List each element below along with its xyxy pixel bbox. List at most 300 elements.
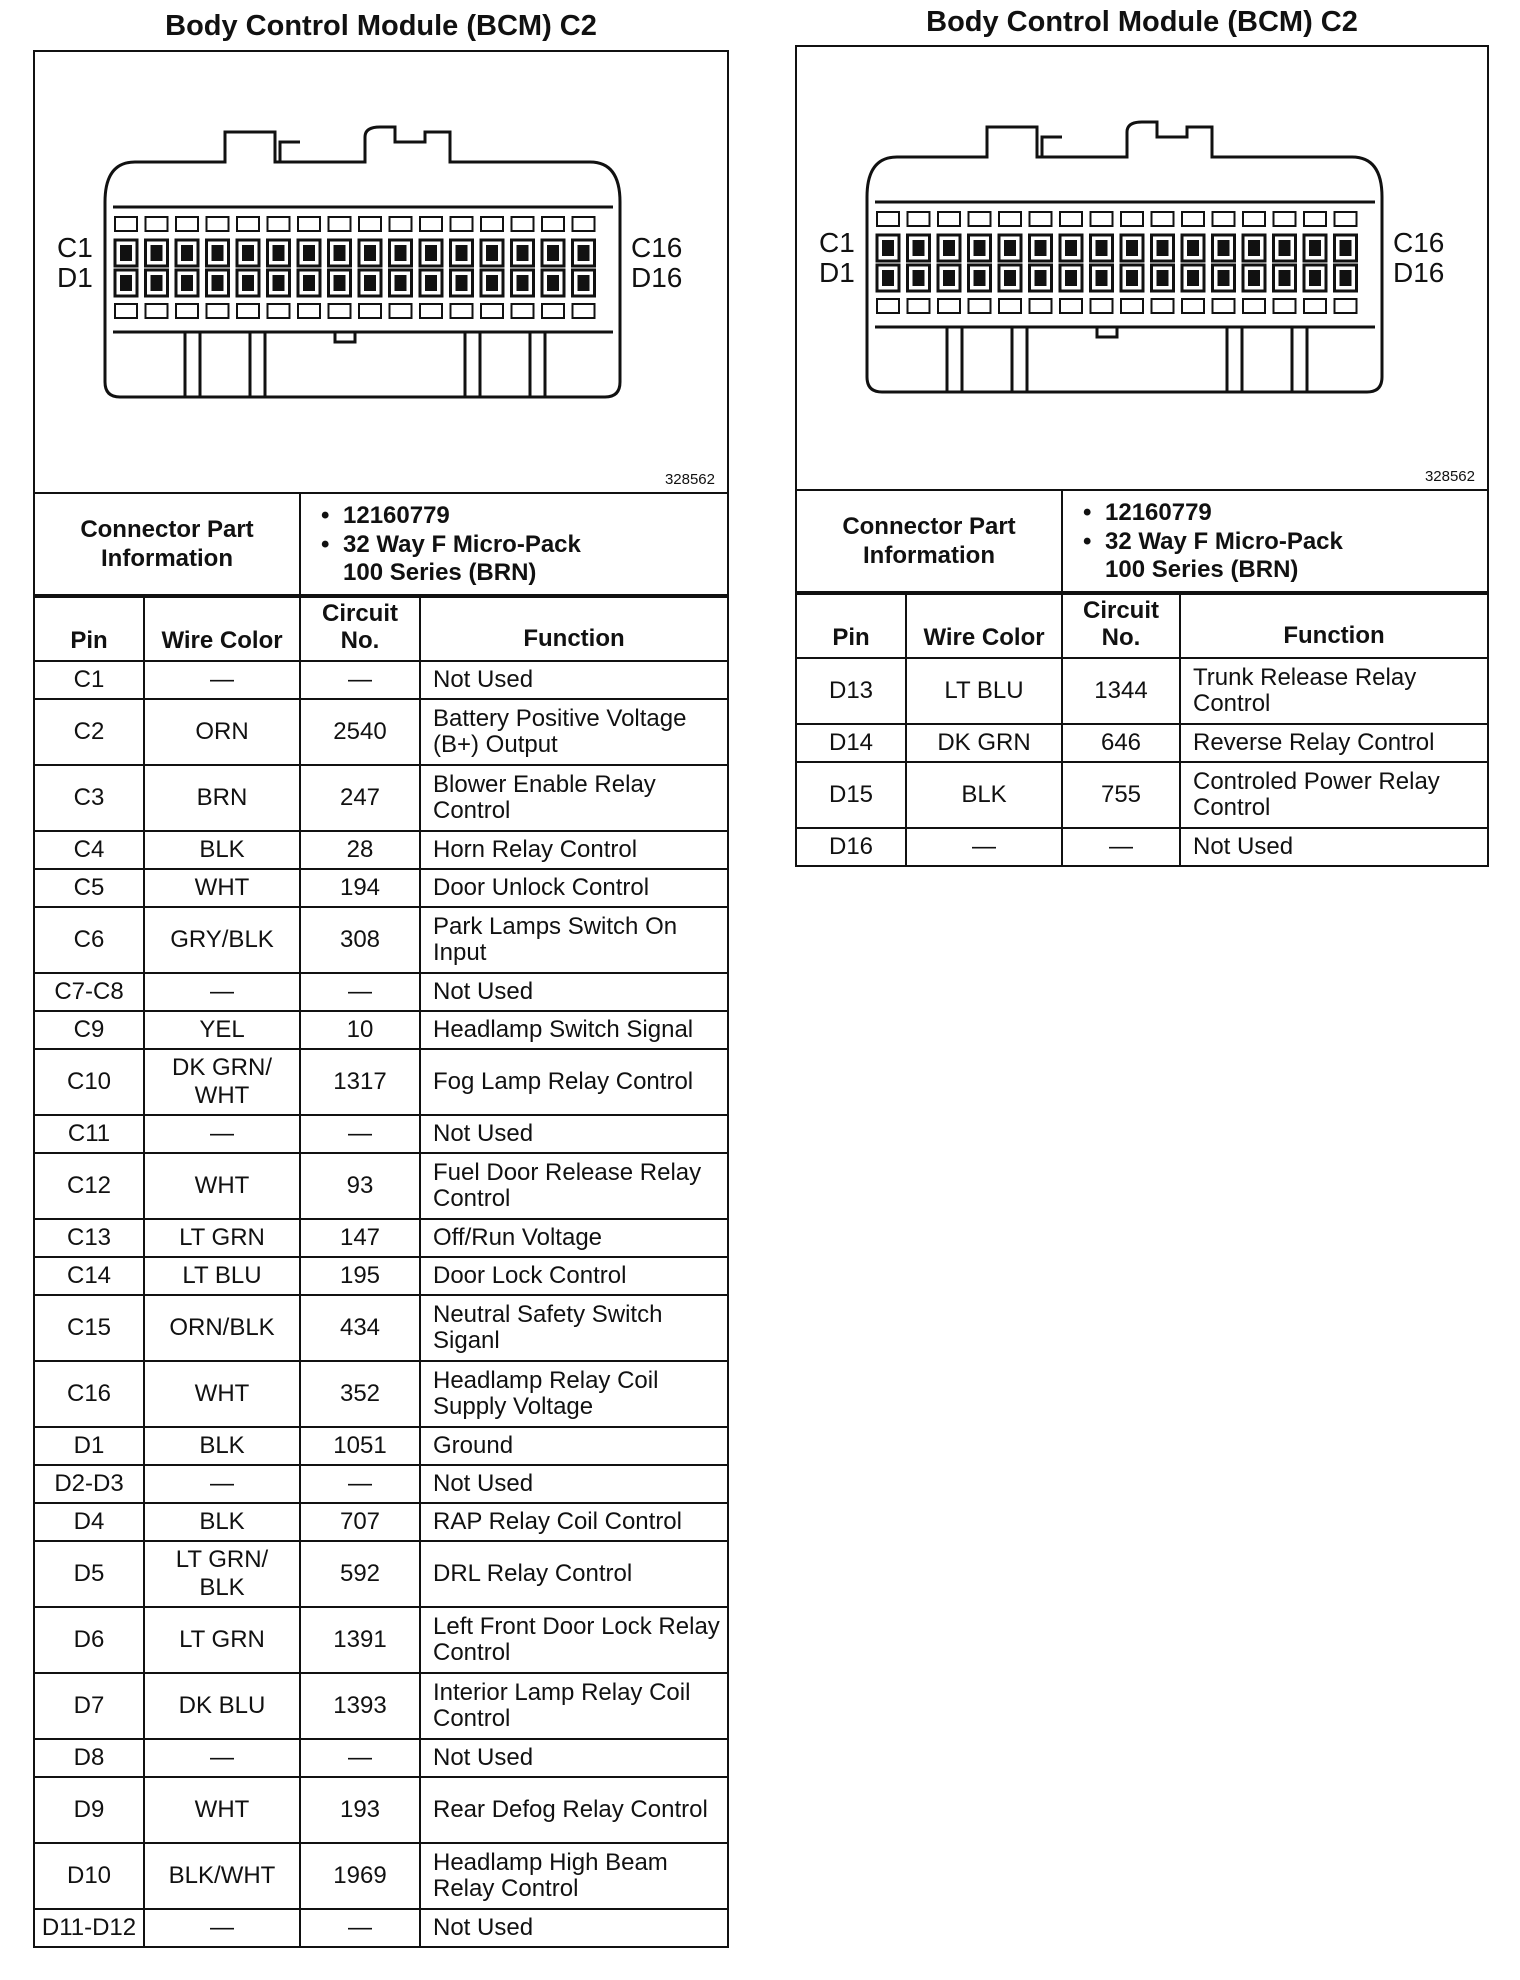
pin-latch: [359, 304, 381, 318]
pin-terminal: [882, 240, 894, 256]
pin-latch: [1182, 212, 1204, 226]
function-cell: Not Used: [420, 1465, 728, 1503]
wire-color-cell: DK GRN: [906, 724, 1062, 762]
pin-row: [34, 1011, 728, 1049]
wire-color-cell: BLK/WHT: [144, 1843, 300, 1909]
circuit-cell: 1344: [1062, 658, 1180, 724]
pin-cell: D1: [34, 1427, 144, 1465]
pin-row: [796, 762, 1488, 828]
pin-row: [34, 1465, 728, 1503]
panel-title: Body Control Module (BCM) C2: [926, 6, 1358, 38]
function-cell: Ground: [420, 1427, 728, 1465]
pin-latch: [1060, 299, 1082, 313]
pin-latch: [207, 304, 229, 318]
right-panel: [795, 0, 1489, 880]
wire-color-cell: LT BLU: [906, 658, 1062, 724]
wire-color-cell: GRY/BLK: [144, 907, 300, 973]
circuit-cell: 1051: [300, 1427, 420, 1465]
pin-latch: [420, 217, 442, 231]
pin-terminal: [364, 275, 376, 291]
pin-row: [796, 724, 1488, 762]
pin-row: [34, 1427, 728, 1465]
wire-color-cell: BLK: [906, 762, 1062, 828]
pin-latch: [1091, 299, 1113, 313]
pin-latch: [1060, 212, 1082, 226]
pin-latch: [359, 217, 381, 231]
function-cell: Headlamp Relay Coil Supply Voltage: [420, 1361, 728, 1427]
function-cell: Left Front Door Lock Relay Control: [420, 1607, 728, 1673]
pin-latch: [1182, 299, 1204, 313]
pin-latch: [237, 304, 259, 318]
pin-terminal: [303, 275, 315, 291]
pin-row: [34, 1777, 728, 1843]
connector-info-list: • 12160779 • 32 Way F Micro-Pack 100 Series (BRN): [1062, 490, 1488, 594]
header-circuit: Circuit No.: [1062, 592, 1180, 658]
circuit-cell: —: [300, 661, 420, 699]
label-bottom-left: D1: [57, 262, 93, 293]
pin-row: [34, 1361, 728, 1427]
left-panel: [33, 0, 729, 1980]
pin-terminal: [1126, 240, 1138, 256]
connector-info-label: Connector Part Information: [34, 493, 300, 597]
header-function: Function: [1180, 592, 1488, 658]
circuit-cell: 755: [1062, 762, 1180, 828]
panel-title: Body Control Module (BCM) C2: [165, 10, 597, 42]
pin-row: [34, 869, 728, 907]
pin-cell: D8: [34, 1739, 144, 1777]
pin-latch: [512, 217, 534, 231]
pin-terminal: [913, 270, 925, 286]
wire-color-cell: WHT: [144, 1361, 300, 1427]
wire-color-cell: BRN: [144, 765, 300, 831]
pin-latch: [1274, 212, 1296, 226]
pin-terminal: [517, 245, 529, 261]
pin-terminal: [364, 245, 376, 261]
pin-row: [34, 1295, 728, 1361]
pin-latch: [1335, 299, 1357, 313]
wire-color-cell: —: [906, 828, 1062, 866]
function-cell: Door Unlock Control: [420, 869, 728, 907]
pin-latch: [390, 304, 412, 318]
pin-terminal: [334, 245, 346, 261]
connector-diagram: [795, 45, 1489, 491]
pin-cell: C11: [34, 1115, 144, 1153]
pin-cell: C1: [34, 661, 144, 699]
circuit-cell: —: [300, 1739, 420, 1777]
pin-latch: [1304, 212, 1326, 226]
pin-row: [34, 1115, 728, 1153]
pin-terminal: [212, 245, 224, 261]
header-circuit: Circuit No.: [300, 595, 420, 661]
circuit-cell: 308: [300, 907, 420, 973]
pin-latch: [969, 299, 991, 313]
part-number: 12160779: [343, 501, 450, 529]
pin-cell: C7-C8: [34, 973, 144, 1011]
pin-terminal: [1096, 270, 1108, 286]
function-cell: Not Used: [1180, 828, 1488, 866]
pin-latch: [268, 304, 290, 318]
pin-terminal: [1340, 240, 1352, 256]
wire-color-cell: DK BLU: [144, 1673, 300, 1739]
pin-row: [34, 1607, 728, 1673]
header-pin: Pin: [796, 592, 906, 658]
header-wire-color: Wire Color: [906, 592, 1062, 658]
pin-row: [34, 1541, 728, 1607]
pin-row: [34, 1153, 728, 1219]
pin-terminal: [1065, 270, 1077, 286]
part-number: 12160779: [1105, 498, 1212, 526]
pin-row: [34, 661, 728, 699]
function-cell: Trunk Release Relay Control: [1180, 658, 1488, 724]
pin-terminal: [425, 275, 437, 291]
function-cell: Battery Positive Voltage (B+) Output: [420, 699, 728, 765]
pin-latch: [237, 217, 259, 231]
pin-latch: [298, 217, 320, 231]
circuit-cell: 147: [300, 1219, 420, 1257]
circuit-cell: —: [300, 1115, 420, 1153]
pin-terminal: [456, 275, 468, 291]
connector-type: 32 Way F Micro-Pack: [343, 530, 581, 558]
circuit-cell: 194: [300, 869, 420, 907]
pin-latch: [573, 304, 595, 318]
wire-color-cell: LT BLU: [144, 1257, 300, 1295]
pin-latch: [1243, 212, 1265, 226]
pin-latch: [1030, 299, 1052, 313]
wire-color-cell: —: [144, 1465, 300, 1503]
pin-cell: C9: [34, 1011, 144, 1049]
pin-latch: [451, 304, 473, 318]
wire-color-cell: YEL: [144, 1011, 300, 1049]
pin-terminal: [943, 240, 955, 256]
pin-terminal: [425, 245, 437, 261]
pin-terminal: [1187, 270, 1199, 286]
pin-latch: [542, 304, 564, 318]
wire-color-cell: LT GRN: [144, 1219, 300, 1257]
circuit-cell: —: [300, 1909, 420, 1947]
pin-terminal: [1248, 240, 1260, 256]
label-bottom-right: D16: [1393, 257, 1445, 288]
pin-latch: [1304, 299, 1326, 313]
pin-row: [796, 828, 1488, 866]
circuit-cell: 352: [300, 1361, 420, 1427]
pin-latch: [1121, 299, 1143, 313]
pin-cell: C10: [34, 1049, 144, 1115]
pin-terminal: [1004, 240, 1016, 256]
pin-cell: D9: [34, 1777, 144, 1843]
pin-row: [34, 699, 728, 765]
pin-latch: [573, 217, 595, 231]
pin-cell: D5: [34, 1541, 144, 1607]
pin-terminal: [1126, 270, 1138, 286]
connector-diagram: [33, 50, 729, 494]
pin-row: [34, 765, 728, 831]
pin-latch: [1274, 299, 1296, 313]
pin-latch: [877, 212, 899, 226]
pin-terminal: [242, 245, 254, 261]
pin-cell: D11-D12: [34, 1909, 144, 1947]
figure-number: 328562: [1424, 468, 1475, 485]
pin-latch: [176, 217, 198, 231]
pin-latch: [1213, 299, 1235, 313]
pin-latch: [268, 217, 290, 231]
pin-cell: C4: [34, 831, 144, 869]
pin-terminal: [181, 275, 193, 291]
wire-color-cell: WHT: [144, 1153, 300, 1219]
function-cell: Headlamp Switch Signal: [420, 1011, 728, 1049]
pin-cell: D4: [34, 1503, 144, 1541]
pin-row: [34, 1909, 728, 1947]
pin-terminal: [334, 275, 346, 291]
pin-terminal: [913, 240, 925, 256]
pin-cell: C2: [34, 699, 144, 765]
pin-terminal: [1096, 240, 1108, 256]
connector-series: 100 Series (BRN): [343, 559, 537, 587]
circuit-cell: 247: [300, 765, 420, 831]
pin-latch: [908, 212, 930, 226]
circuit-cell: 707: [300, 1503, 420, 1541]
label-top-left: C1: [819, 227, 855, 258]
pin-cell: D16: [796, 828, 906, 866]
pin-terminal: [151, 245, 163, 261]
pin-terminal: [1187, 240, 1199, 256]
pin-cell: C15: [34, 1295, 144, 1361]
pin-terminal: [212, 275, 224, 291]
pin-row: [34, 1673, 728, 1739]
pin-cell: C14: [34, 1257, 144, 1295]
connector-pins: [877, 212, 1357, 313]
pin-terminal: [242, 275, 254, 291]
pin-cell: D7: [34, 1673, 144, 1739]
wire-color-cell: —: [144, 661, 300, 699]
wire-color-cell: —: [144, 973, 300, 1011]
wire-color-cell: BLK: [144, 1427, 300, 1465]
circuit-cell: —: [300, 973, 420, 1011]
pin-terminal: [1279, 270, 1291, 286]
label-top-left: C1: [57, 232, 93, 263]
pin-terminal: [1157, 270, 1169, 286]
pin-latch: [512, 304, 534, 318]
wire-color-cell: —: [144, 1739, 300, 1777]
pin-row: [34, 1219, 728, 1257]
wire-color-cell: LT GRN: [144, 1607, 300, 1673]
pin-latch: [207, 217, 229, 231]
header-pin: Pin: [34, 595, 144, 661]
function-cell: Door Lock Control: [420, 1257, 728, 1295]
pin-latch: [329, 304, 351, 318]
pin-latch: [1121, 212, 1143, 226]
function-cell: Not Used: [420, 1739, 728, 1777]
wire-color-cell: ORN: [144, 699, 300, 765]
pin-table: [795, 591, 1489, 867]
pin-terminal: [1035, 270, 1047, 286]
circuit-cell: 1969: [300, 1843, 420, 1909]
pin-row: [796, 658, 1488, 724]
connector-info-label: Connector Part Information: [796, 490, 1062, 594]
connector-face-drawing: [797, 47, 1487, 489]
pin-cell: D15: [796, 762, 906, 828]
pin-latch: [1213, 212, 1235, 226]
circuit-cell: 1317: [300, 1049, 420, 1115]
wire-color-cell: DK GRN/ WHT: [144, 1049, 300, 1115]
wire-color-cell: LT GRN/ BLK: [144, 1541, 300, 1607]
pin-latch: [969, 212, 991, 226]
pin-latch: [999, 299, 1021, 313]
pin-latch: [329, 217, 351, 231]
pin-latch: [420, 304, 442, 318]
pin-row: [34, 1257, 728, 1295]
connector-type: 32 Way F Micro-Pack: [1105, 527, 1343, 555]
function-cell: Controled Power Relay Control: [1180, 762, 1488, 828]
circuit-cell: 28: [300, 831, 420, 869]
pin-row: [34, 907, 728, 973]
pin-terminal: [1309, 240, 1321, 256]
connector-info-list: • 12160779 • 32 Way F Micro-Pack 100 Series (BRN): [300, 493, 728, 597]
pin-terminal: [1340, 270, 1352, 286]
pin-terminal: [547, 245, 559, 261]
pin-cell: C12: [34, 1153, 144, 1219]
pin-terminal: [1218, 270, 1230, 286]
pin-terminal: [882, 270, 894, 286]
function-cell: Headlamp High Beam Relay Control: [420, 1843, 728, 1909]
pin-row: [34, 973, 728, 1011]
function-cell: Horn Relay Control: [420, 831, 728, 869]
pin-terminal: [273, 245, 285, 261]
pin-cell: D13: [796, 658, 906, 724]
function-cell: Park Lamps Switch On Input: [420, 907, 728, 973]
pin-row: [34, 831, 728, 869]
pin-terminal: [181, 245, 193, 261]
pin-row: [34, 1739, 728, 1777]
circuit-cell: 1391: [300, 1607, 420, 1673]
pin-latch: [908, 299, 930, 313]
pin-terminal: [151, 275, 163, 291]
pin-latch: [1335, 212, 1357, 226]
pin-latch: [1091, 212, 1113, 226]
pin-latch: [1030, 212, 1052, 226]
wire-color-cell: BLK: [144, 1503, 300, 1541]
function-cell: Reverse Relay Control: [1180, 724, 1488, 762]
function-cell: RAP Relay Coil Control: [420, 1503, 728, 1541]
circuit-cell: 592: [300, 1541, 420, 1607]
function-cell: Not Used: [420, 1909, 728, 1947]
circuit-cell: —: [1062, 828, 1180, 866]
pin-row: [34, 1843, 728, 1909]
pin-latch: [999, 212, 1021, 226]
pin-terminal: [974, 240, 986, 256]
pin-latch: [1152, 299, 1174, 313]
pin-terminal: [1279, 240, 1291, 256]
pin-latch: [481, 304, 503, 318]
pin-cell: D10: [34, 1843, 144, 1909]
pin-latch: [877, 299, 899, 313]
pin-latch: [176, 304, 198, 318]
function-cell: Off/Run Voltage: [420, 1219, 728, 1257]
figure-number: 328562: [664, 471, 715, 488]
function-cell: Interior Lamp Relay Coil Control: [420, 1673, 728, 1739]
pin-cell: D2-D3: [34, 1465, 144, 1503]
pin-cell: C5: [34, 869, 144, 907]
connector-info-table: [795, 489, 1489, 595]
pin-terminal: [303, 245, 315, 261]
pin-latch: [481, 217, 503, 231]
pin-row: [34, 1049, 728, 1115]
pin-latch: [146, 217, 168, 231]
pin-terminal: [578, 275, 590, 291]
pin-latch: [115, 304, 137, 318]
pin-latch: [146, 304, 168, 318]
label-bottom-left: D1: [819, 257, 855, 288]
pin-row: [34, 1503, 728, 1541]
pin-latch: [115, 217, 137, 231]
wire-color-cell: —: [144, 1115, 300, 1153]
function-cell: Rear Defog Relay Control: [420, 1777, 728, 1843]
pin-terminal: [517, 275, 529, 291]
pin-terminal: [974, 270, 986, 286]
wire-color-cell: WHT: [144, 1777, 300, 1843]
pin-latch: [390, 217, 412, 231]
pin-terminal: [395, 245, 407, 261]
circuit-cell: 10: [300, 1011, 420, 1049]
function-cell: Not Used: [420, 973, 728, 1011]
wire-color-cell: BLK: [144, 831, 300, 869]
pin-terminal: [395, 275, 407, 291]
pin-terminal: [1309, 270, 1321, 286]
header-function: Function: [420, 595, 728, 661]
circuit-cell: 646: [1062, 724, 1180, 762]
function-cell: Fog Lamp Relay Control: [420, 1049, 728, 1115]
pin-terminal: [1157, 240, 1169, 256]
pin-cell: C16: [34, 1361, 144, 1427]
pin-terminal: [943, 270, 955, 286]
pin-terminal: [1248, 270, 1260, 286]
label-top-right: C16: [1393, 227, 1445, 258]
pin-terminal: [578, 245, 590, 261]
wire-color-cell: —: [144, 1909, 300, 1947]
pin-table: [33, 594, 729, 1948]
wire-color-cell: ORN/BLK: [144, 1295, 300, 1361]
circuit-cell: 93: [300, 1153, 420, 1219]
connector-face-drawing: [35, 52, 727, 492]
pin-terminal: [547, 275, 559, 291]
pin-terminal: [486, 275, 498, 291]
pin-terminal: [120, 245, 132, 261]
pin-cell: C3: [34, 765, 144, 831]
pin-terminal: [1065, 240, 1077, 256]
connector-pins: [115, 217, 595, 318]
pin-terminal: [486, 245, 498, 261]
pin-latch: [451, 217, 473, 231]
circuit-cell: 2540: [300, 699, 420, 765]
pin-terminal: [456, 245, 468, 261]
pin-cell: C13: [34, 1219, 144, 1257]
connector-info-table: [33, 492, 729, 598]
connector-series: 100 Series (BRN): [1105, 556, 1299, 584]
pin-cell: D6: [34, 1607, 144, 1673]
pin-terminal: [273, 275, 285, 291]
pin-terminal: [1218, 240, 1230, 256]
function-cell: Fuel Door Release Relay Control: [420, 1153, 728, 1219]
pin-terminal: [1004, 270, 1016, 286]
pin-cell: C6: [34, 907, 144, 973]
header-wire-color: Wire Color: [144, 595, 300, 661]
function-cell: Not Used: [420, 1115, 728, 1153]
pin-latch: [1243, 299, 1265, 313]
wire-color-cell: WHT: [144, 869, 300, 907]
circuit-cell: 1393: [300, 1673, 420, 1739]
function-cell: Neutral Safety Switch Siganl: [420, 1295, 728, 1361]
pin-terminal: [120, 275, 132, 291]
function-cell: Not Used: [420, 661, 728, 699]
